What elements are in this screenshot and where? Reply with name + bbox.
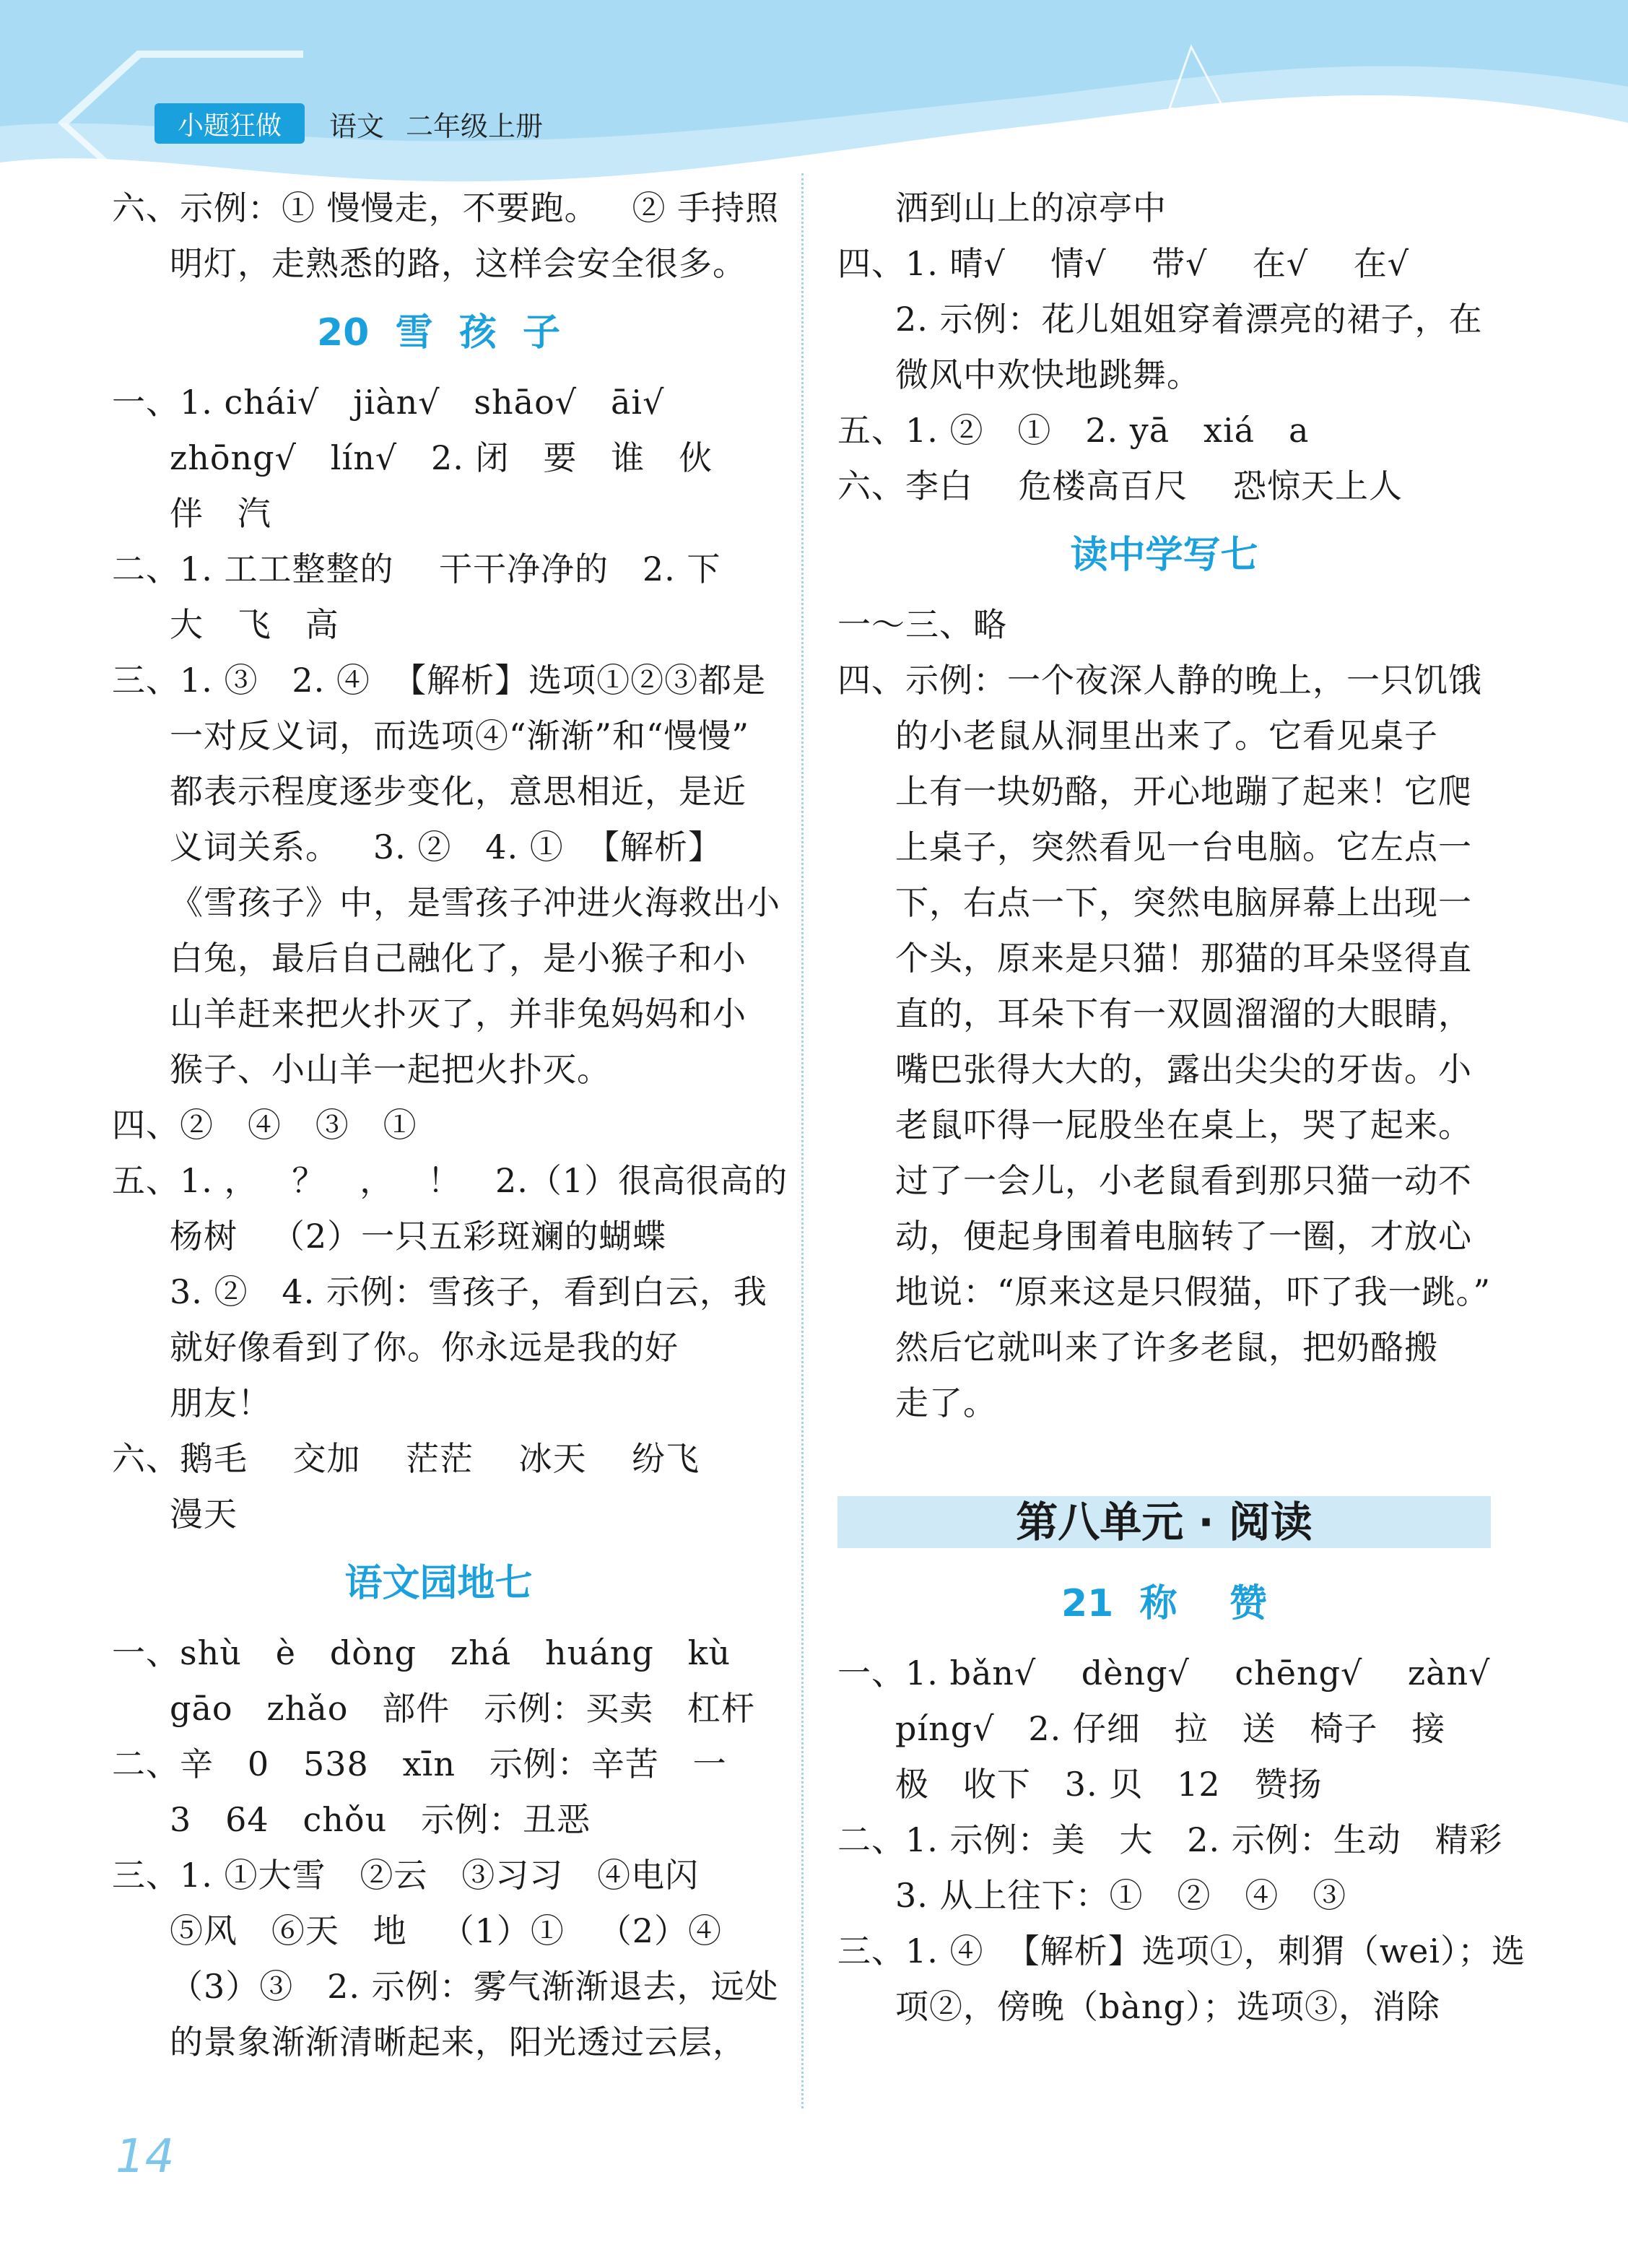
series-badge: 小题狂做 bbox=[154, 103, 305, 144]
answer-line: 3 64 chǒu 示例：丑恶 bbox=[170, 1800, 591, 1839]
answer-line: 上桌子，突然看见一台电脑。它左点一 bbox=[895, 827, 1472, 866]
answer-line: 动，便起身围着电脑转了一圈，才放心 bbox=[895, 1217, 1472, 1256]
answer-line: 漫天 bbox=[170, 1495, 238, 1534]
answer-line: 义词关系。 3. ② 4. ① 【解析】 bbox=[170, 827, 722, 866]
answer-line: 就好像看到了你。你永远是我的好 bbox=[170, 1328, 679, 1367]
answer-line: 大 飞 高 bbox=[170, 605, 339, 644]
answer-line: 走了。 bbox=[895, 1383, 997, 1422]
answer-line: 个头，原来是只猫！那猫的耳朵竖得直 bbox=[895, 939, 1472, 978]
answer-line: zhōng√ lín√ 2. 闭 要 谁 伙 bbox=[170, 438, 713, 477]
answer-line: 3. ② 4. 示例：雪孩子，看到白云，我 bbox=[170, 1272, 767, 1311]
answer-line: 明灯，走熟悉的路，这样会安全很多。 bbox=[170, 244, 746, 283]
section-heading: 21 称 赞 bbox=[1061, 1582, 1267, 1625]
unit-title-bar: 第八单元 · 阅读 bbox=[837, 1496, 1491, 1548]
answer-line: 微风中欢快地跳舞。 bbox=[895, 355, 1201, 394]
answer-line: 《雪孩子》中，是雪孩子冲进火海救出小 bbox=[170, 883, 780, 922]
answer-line: 四、② ④ ③ ① bbox=[112, 1105, 417, 1144]
answer-line: 六、李白 危楼高百尺 恐惊天上人 bbox=[837, 466, 1403, 505]
answer-line: 六、鹅毛 交加 茫茫 冰天 纷飞 bbox=[112, 1439, 700, 1478]
answer-line: 伴 汽 bbox=[170, 494, 271, 533]
answer-line: 三、1. ④ 【解析】选项①，刺猬（wei）；选 bbox=[837, 1932, 1526, 1971]
answer-line: 地说：“原来这是只假猫，吓了我一跳。” bbox=[895, 1272, 1492, 1311]
answer-line: 一、1. chái√ jiàn√ shāo√ āi√ bbox=[112, 383, 665, 422]
answer-line: 二、辛 0 538 xīn 示例：辛苦 一 bbox=[112, 1745, 727, 1783]
answer-line: 老鼠吓得一屁股坐在桌上，哭了起来。 bbox=[895, 1105, 1472, 1144]
answer-line: 四、示例：一个夜深人静的晚上，一只饥饿 bbox=[837, 661, 1482, 700]
answer-line: 六、示例：① 慢慢走，不要跑。 ② 手持照 bbox=[112, 188, 780, 227]
answer-line: 朋友！ bbox=[170, 1383, 271, 1422]
answer-line: 都表示程度逐步变化，意思相近，是近 bbox=[170, 772, 746, 811]
answer-line: 的景象渐渐清晰起来，阳光透过云层， bbox=[170, 2022, 746, 2061]
answer-line: 二、1. 示例：美 大 2. 示例：生动 精彩 bbox=[837, 1820, 1503, 1859]
answer-line: （3）③ 2. 示例：雾气渐渐退去，远处 bbox=[170, 1967, 779, 2006]
answer-line: 直的，耳朵下有一双圆溜溜的大眼睛， bbox=[895, 994, 1472, 1033]
answer-line: 五、1. ， ？ ， ！ 2.（1）很高很高的 bbox=[112, 1161, 788, 1200]
answer-line: 杨树 （2）一只五彩斑斓的蝴蝶 bbox=[170, 1217, 667, 1256]
answer-line: 五、1. ② ① 2. yā xiá a bbox=[837, 411, 1310, 450]
answer-line: 3. 从上往下：① ② ④ ③ bbox=[895, 1876, 1347, 1915]
answer-line: 上有一块奶酪，开心地蹦了起来！它爬 bbox=[895, 772, 1472, 811]
answer-line: 的小老鼠从洞里出来了。它看见桌子 bbox=[895, 716, 1438, 755]
answer-line: 一～三、略 bbox=[837, 605, 1007, 644]
grade-name: 二年级上册 bbox=[406, 110, 544, 142]
answer-line: 下，右点一下，突然电脑屏幕上出现一 bbox=[895, 883, 1472, 922]
answer-line: 嘴巴张得大大的，露出尖尖的牙齿。小 bbox=[895, 1050, 1472, 1089]
right-column bbox=[837, 181, 1526, 2035]
answer-line: 四、1. 晴√ 情√ 带√ 在√ 在√ bbox=[837, 244, 1410, 283]
section-heading: 读中学写七 bbox=[1070, 534, 1258, 577]
answer-line: 山羊赶来把火扑灭了，并非兔妈妈和小 bbox=[170, 994, 746, 1033]
answer-line: 过了一会儿，小老鼠看到那只猫一动不 bbox=[895, 1161, 1472, 1200]
answer-line: 然后它就叫来了许多老鼠，把奶酪搬 bbox=[895, 1328, 1438, 1367]
page-number: 14 bbox=[116, 2130, 175, 2184]
answer-line: 洒到山上的凉亭中 bbox=[895, 188, 1167, 227]
answer-line: gāo zhǎo 部件 示例：买卖 杠杆 bbox=[170, 1689, 756, 1728]
answer-line: 一、1. bǎn√ dèng√ chēng√ zàn√ bbox=[837, 1654, 1491, 1693]
left-column bbox=[112, 181, 788, 2070]
answer-line: 白兔，最后自己融化了，是小猴子和小 bbox=[170, 939, 746, 978]
spacer bbox=[837, 1431, 1491, 1474]
answer-line: 项②，傍晚（bàng）；选项③，消除 bbox=[895, 1987, 1440, 2026]
column-divider bbox=[801, 173, 804, 2108]
answer-line: 一对反义词，而选项④“渐渐”和“慢慢” bbox=[170, 716, 750, 755]
answer-line: píng√ 2. 仔细 拉 送 椅子 接 bbox=[895, 1709, 1446, 1748]
answer-line: 极 收下 3. 贝 12 赞扬 bbox=[895, 1765, 1323, 1804]
answer-line: 二、1. 工工整整的 干干净净的 2. 下 bbox=[112, 549, 721, 588]
answer-line: 一、shù è dòng zhá huáng kù bbox=[112, 1633, 731, 1672]
section-heading: 20 雪 孩 子 bbox=[317, 311, 560, 355]
subject-title bbox=[329, 103, 543, 144]
section-heading: 语文园地七 bbox=[344, 1562, 533, 1605]
answer-line: 三、1. ①大雪 ②云 ③习习 ④电闪 bbox=[112, 1856, 700, 1895]
answer-line: ⑤风 ⑥天 地 （1）① （2）④ bbox=[170, 1911, 722, 1950]
subject-name: 语文 bbox=[329, 110, 385, 142]
answer-line: 猴子、小山羊一起把火扑灭。 bbox=[170, 1050, 611, 1089]
answer-line: 2. 示例：花儿姐姐穿着漂亮的裙子，在 bbox=[895, 300, 1483, 339]
answer-line: 三、1. ③ 2. ④ 【解析】选项①②③都是 bbox=[112, 661, 767, 700]
